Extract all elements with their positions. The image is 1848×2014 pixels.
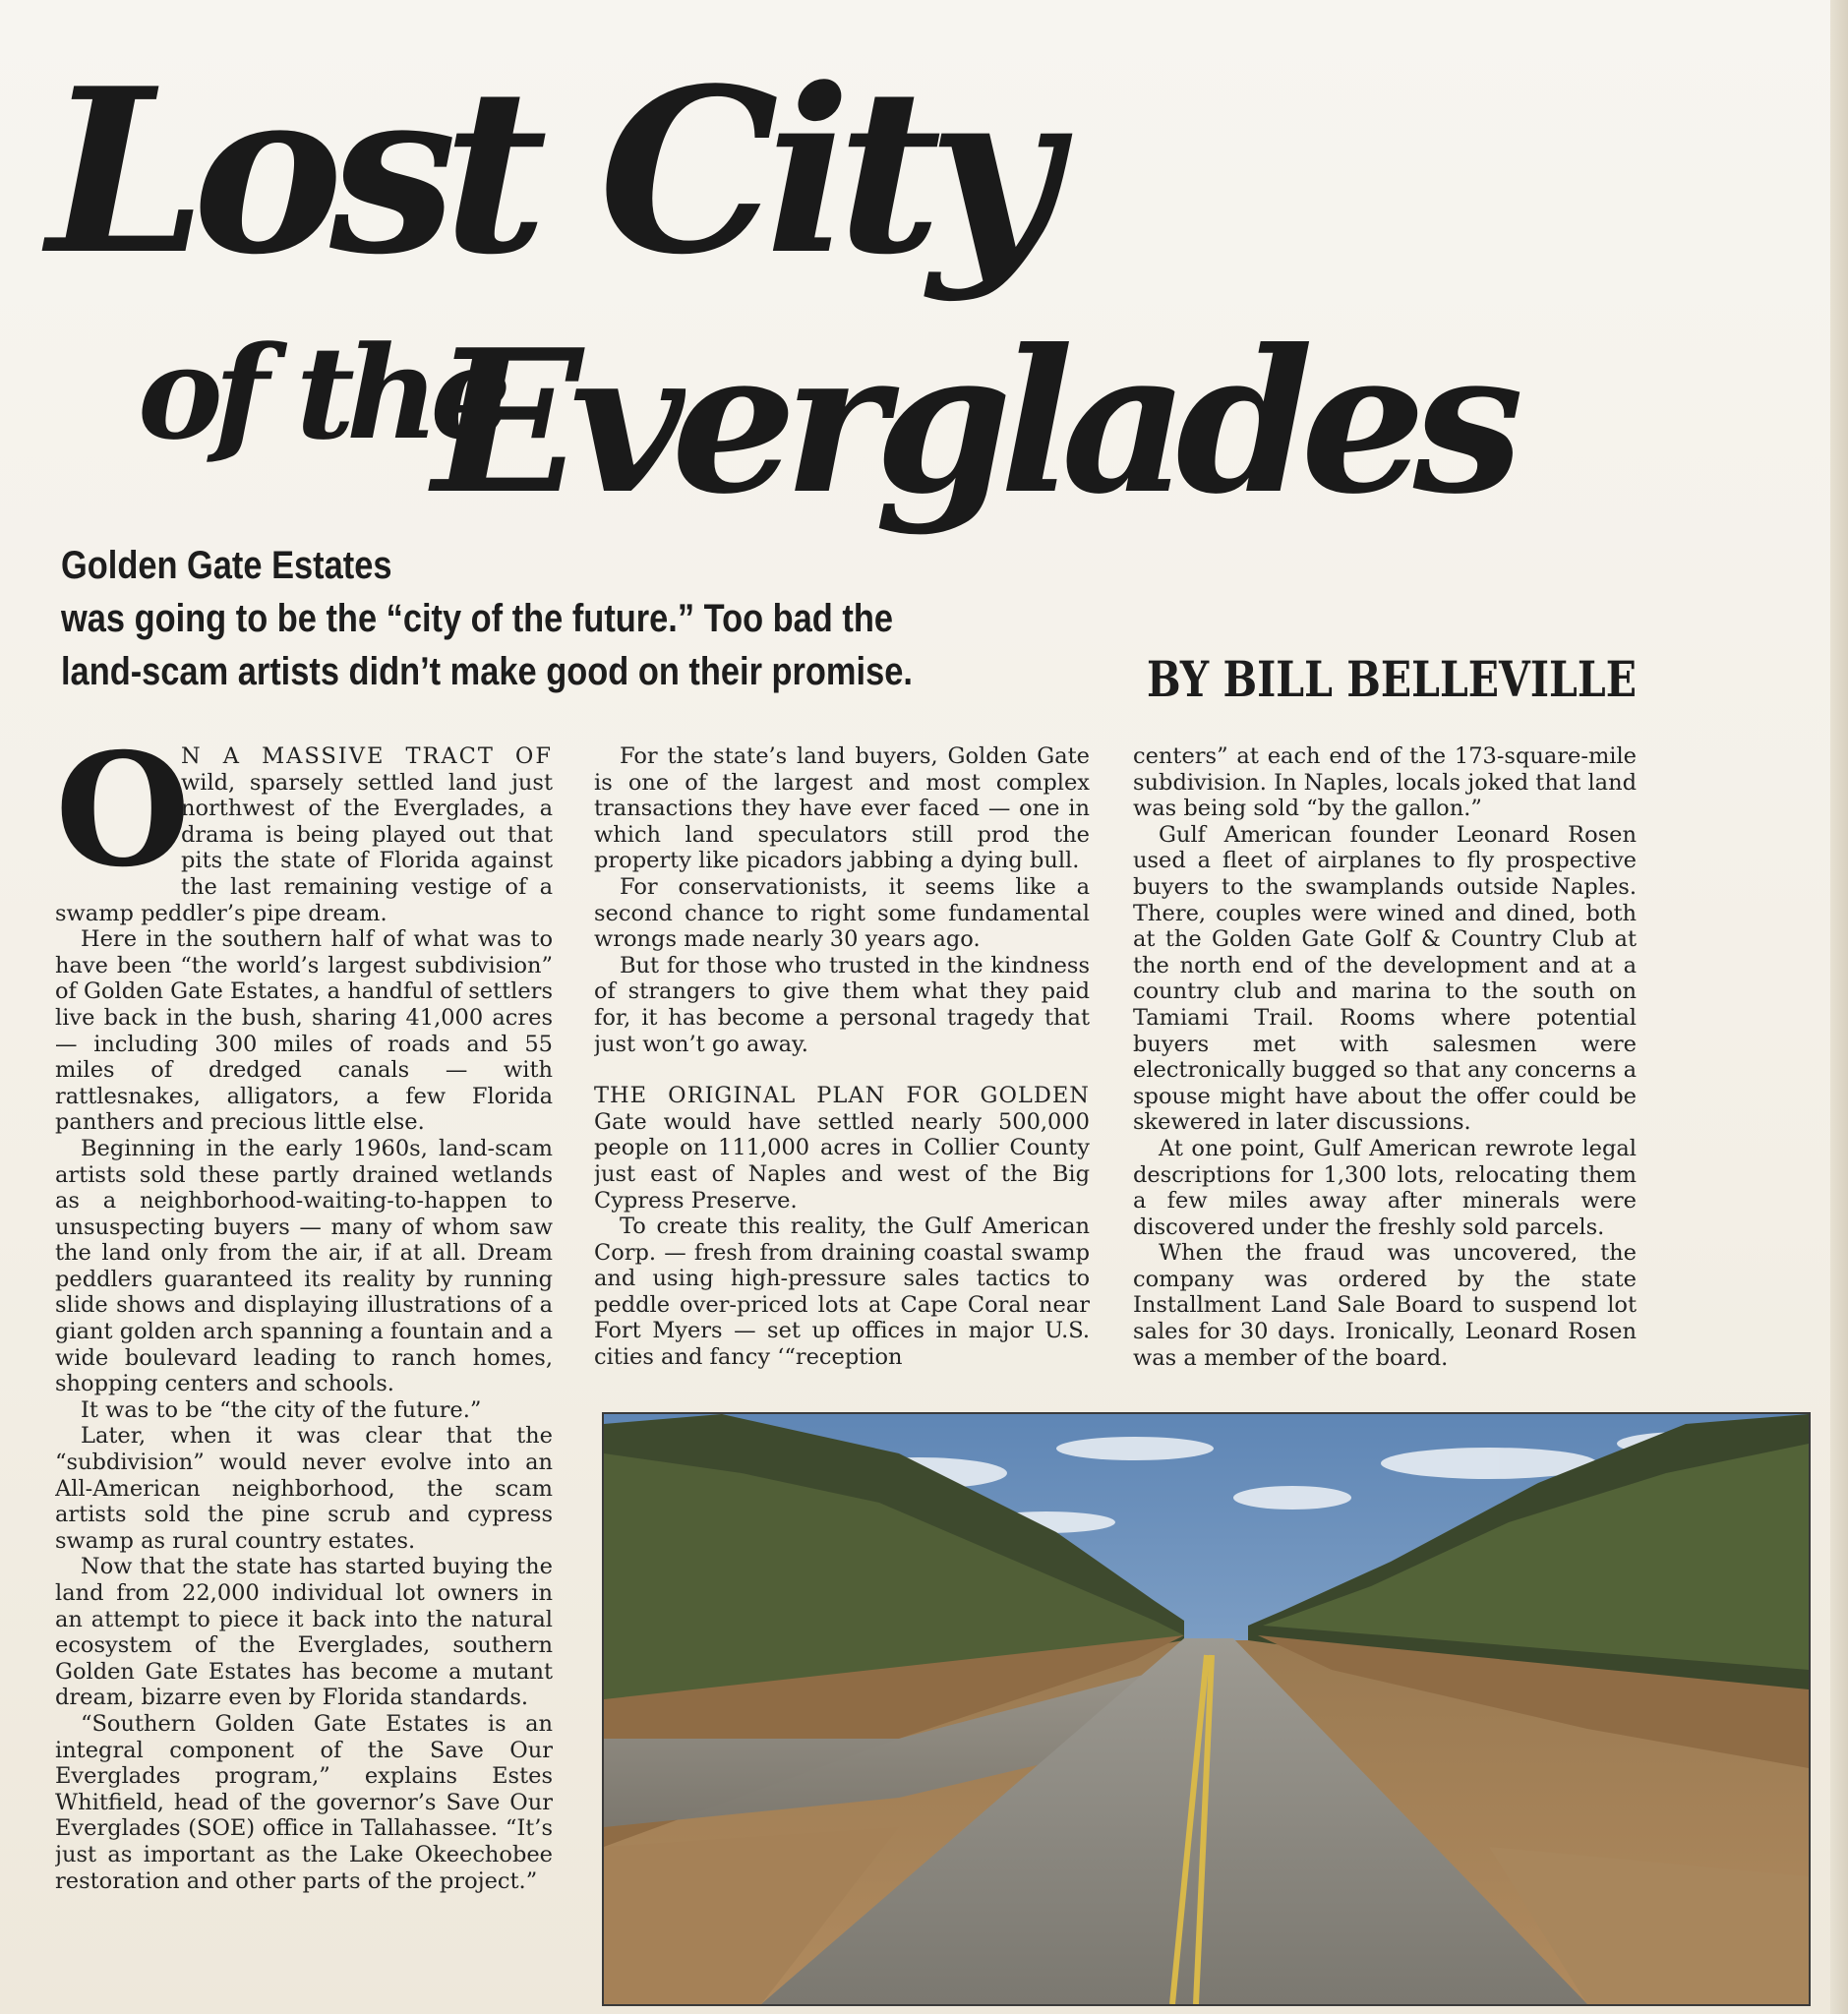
article-column-3 [1133, 743, 1637, 1392]
article-column-1 [55, 743, 553, 1983]
paragraph: Here in the southern half of what was to have been “the world’s largest subdivision” of Golden Gate Estates, a handful of settlers live back in the bush, sharing 41,000 acres — including 300 miles of roads and 55 miles of dredged canals — with rattlesnakes, alligators, a few Florida panthers and precious little else. [55, 926, 553, 1136]
deck-line-2: was going to be the “city of the future.” Too bad the [61, 597, 893, 640]
paragraph: For conservationists, it seems like a second chance to right some fundamental wrongs made nearly 30 years ago. [594, 873, 1090, 953]
road-photo [602, 1412, 1811, 2006]
paragraph: To create this reality, the Gulf American Corp. — fresh from draining coastal swamp and using high-pressure sales tactics to peddle over-priced lots at Cape Coral near Fort Myers — set up offices in major U.S. cities and fancy ‘“reception [594, 1214, 1090, 1371]
drop-cap: O [55, 743, 191, 902]
deck-subheading [61, 539, 913, 706]
paragraph: For the state’s land buyers, Golden Gate is one of the largest and most complex transactions they have ever faced — one in which land speculators still prod the property like picadors jabbing a dying bull. [594, 743, 1090, 874]
paragraph: It was to be “the city of the future.” [81, 1396, 482, 1423]
headline-everglades: Everglades [433, 307, 1512, 538]
deck-line-3: land-scam artists didn’t make good on their promise. [61, 650, 913, 693]
paragraph: “Southern Golden Gate Estates is an integral component of the Save Our Everglades program,” explains Estes Whitfield, head of the governor’s Save Our Everglades (SOE) office in Tallahassee. “It’s just as important as the Lake Okeechobee restoration and other parts of the project.” [55, 1710, 553, 1894]
page-edge [1830, 0, 1848, 2014]
paragraph: Now that the state has started buying the land from 22,000 individual lot owners in an attempt to piece it back into the natural ecosystem of the Everglades, southern Golden Gate Estates has become a mutant dream, bizarre even by Florida standards. [55, 1554, 553, 1711]
section-lead-in-text: Gate would have settled nearly 500,000 people on 111,000 acres in Collier County just east of Naples and west of the Big Cypress Preserve. [594, 1108, 1090, 1214]
paragraph: Beginning in the early 1960s, land-scam artists sold these partly drained wetlands as a neighborhood-waiting-to-happen to unsuspecting buyers — many of whom saw the land only from the air, if at all. Dream peddlers guaranteed its reality by running slide shows and displaying illustrations of a giant golden arch spanning a fountain and a wide boulevard leading to ranch homes, shopping centers and schools. [55, 1135, 553, 1397]
headline-of-the: of the [138, 318, 504, 468]
article-column-2 [594, 743, 1090, 1392]
lead-in-caps: N A MASSIVE TRACT OF [181, 743, 553, 769]
paragraph: Gulf American founder Leonard Rosen used a fleet of airplanes to fly prospective buyers to the swamplands outside Naples. There, couples were wined and dined, both at the Golden Gate Golf & Country Club at the north end of the development and at a country club and marina to the south on Tamiami Trail. Rooms where potential buyers met with salesmen were electronically bugged so that any concerns a spouse might have about the offer could be skewered in later discussions. [1133, 821, 1637, 1136]
paragraph: Later, when it was clear that the “subdivision” would never evolve into an All-American neighborhood, the scam artists sold the pine scrub and cypress swamp as rural country estates. [55, 1423, 553, 1554]
paragraph: But for those who trusted in the kindness of strangers to give them what they paid for, it has become a personal tragedy that just won’t go away. [594, 952, 1090, 1057]
paragraph: centers” at each end of the 173-square-mile subdivision. In Naples, locals joked that land was being sold “by the gallon.” [1133, 743, 1637, 822]
section-lead-in-caps: THE ORIGINAL PLAN FOR GOLDEN [594, 1083, 1090, 1109]
byline: BY BILL BELLEVILLE [1147, 650, 1637, 708]
headline-line-1: Lost City [47, 39, 1046, 305]
lead-in-text: wild, sparsely settled land just northwest of the Everglades, a drama is being played out that pits the state of Florida against the last remaining vestige of a swamp peddler’s pipe dream. [55, 769, 553, 926]
deck-line-1: Golden Gate Estates [61, 544, 392, 587]
paragraph: At one point, Gulf American rewrote legal descriptions for 1,300 lots, relocating them a few miles away after minerals were discovered under the freshly sold parcels. [1133, 1135, 1637, 1240]
paragraph: When the fraud was uncovered, the company was ordered by the state Installment Land Sale Board to suspend lot sales for 30 days. Ironically, Leonard Rosen was a member of the board. [1133, 1240, 1637, 1371]
section-paragraph [594, 1083, 1090, 1214]
road-photo-illustration [604, 1414, 1809, 2004]
